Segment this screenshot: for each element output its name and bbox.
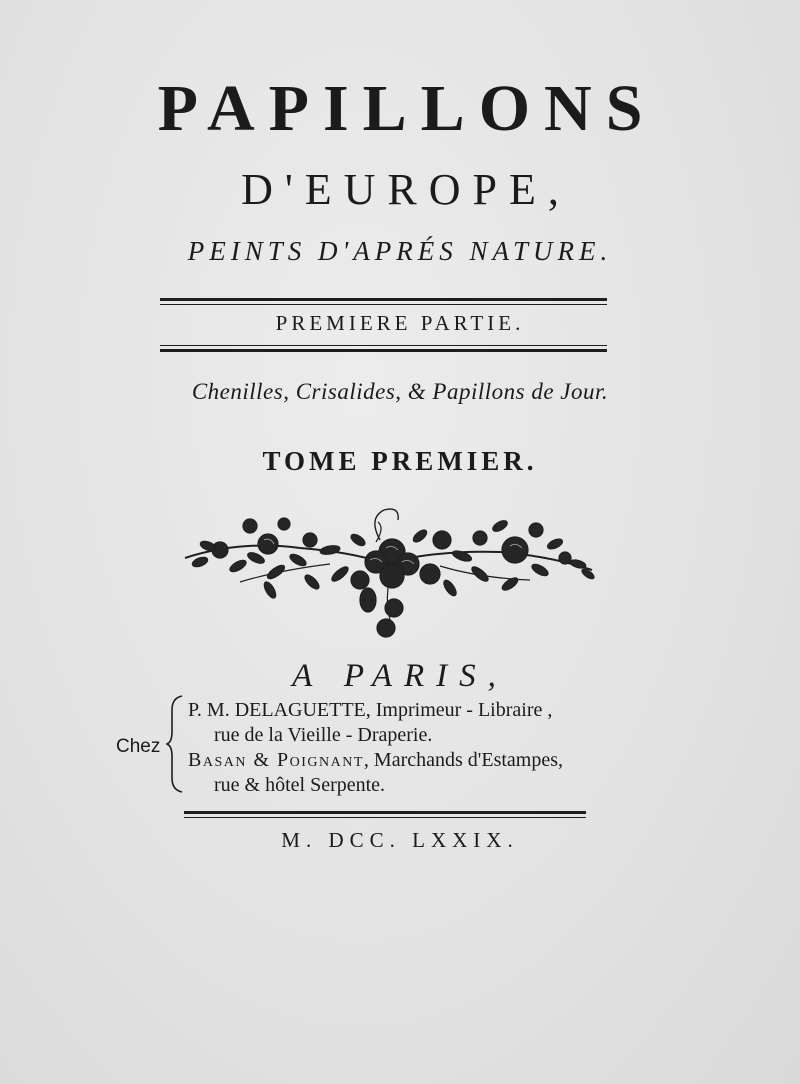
imprint-city: A PARIS, — [292, 658, 508, 694]
publisher-2 — [188, 750, 563, 770]
rule-top-thin — [160, 304, 607, 305]
part-heading: PREMIERE PARTIE. — [275, 311, 525, 335]
tome-heading: TOME PREMIER. — [262, 446, 538, 476]
publisher-1 — [188, 700, 552, 720]
subtitle: Chenilles, Crisalides, & Papillons de Jour. — [191, 379, 609, 404]
publisher-1-name: P. M. DELAGUETTE — [188, 699, 366, 721]
publisher-2-role: , Marchands d'Estampes, — [363, 749, 564, 771]
publisher-1-role: , Imprimeur - Libraire , — [365, 699, 553, 721]
rule-top-thick — [160, 298, 607, 301]
title-line-1: PAPILLONS — [157, 72, 657, 145]
publisher-1-address: rue de la Vieille - Draperie. — [214, 724, 433, 746]
chez-label: Chez — [116, 736, 161, 757]
title-line-2: D'EUROPE, — [241, 165, 571, 214]
floral-vignette-icon — [180, 500, 600, 650]
title-line-3: PEINTS D'APRÉS NATURE. — [187, 236, 613, 266]
rule-bottom-thin — [160, 345, 607, 346]
publisher-2-name: Basan & Poignant — [188, 749, 364, 771]
publication-date: M. DCC. LXXIX. — [281, 828, 519, 852]
left-brace-icon — [166, 694, 184, 794]
rule-bottom-thick — [160, 349, 607, 352]
rule-date-thick — [184, 811, 586, 814]
rule-date-thin — [184, 817, 586, 818]
publisher-2-address: rue & hôtel Serpente. — [214, 774, 386, 796]
